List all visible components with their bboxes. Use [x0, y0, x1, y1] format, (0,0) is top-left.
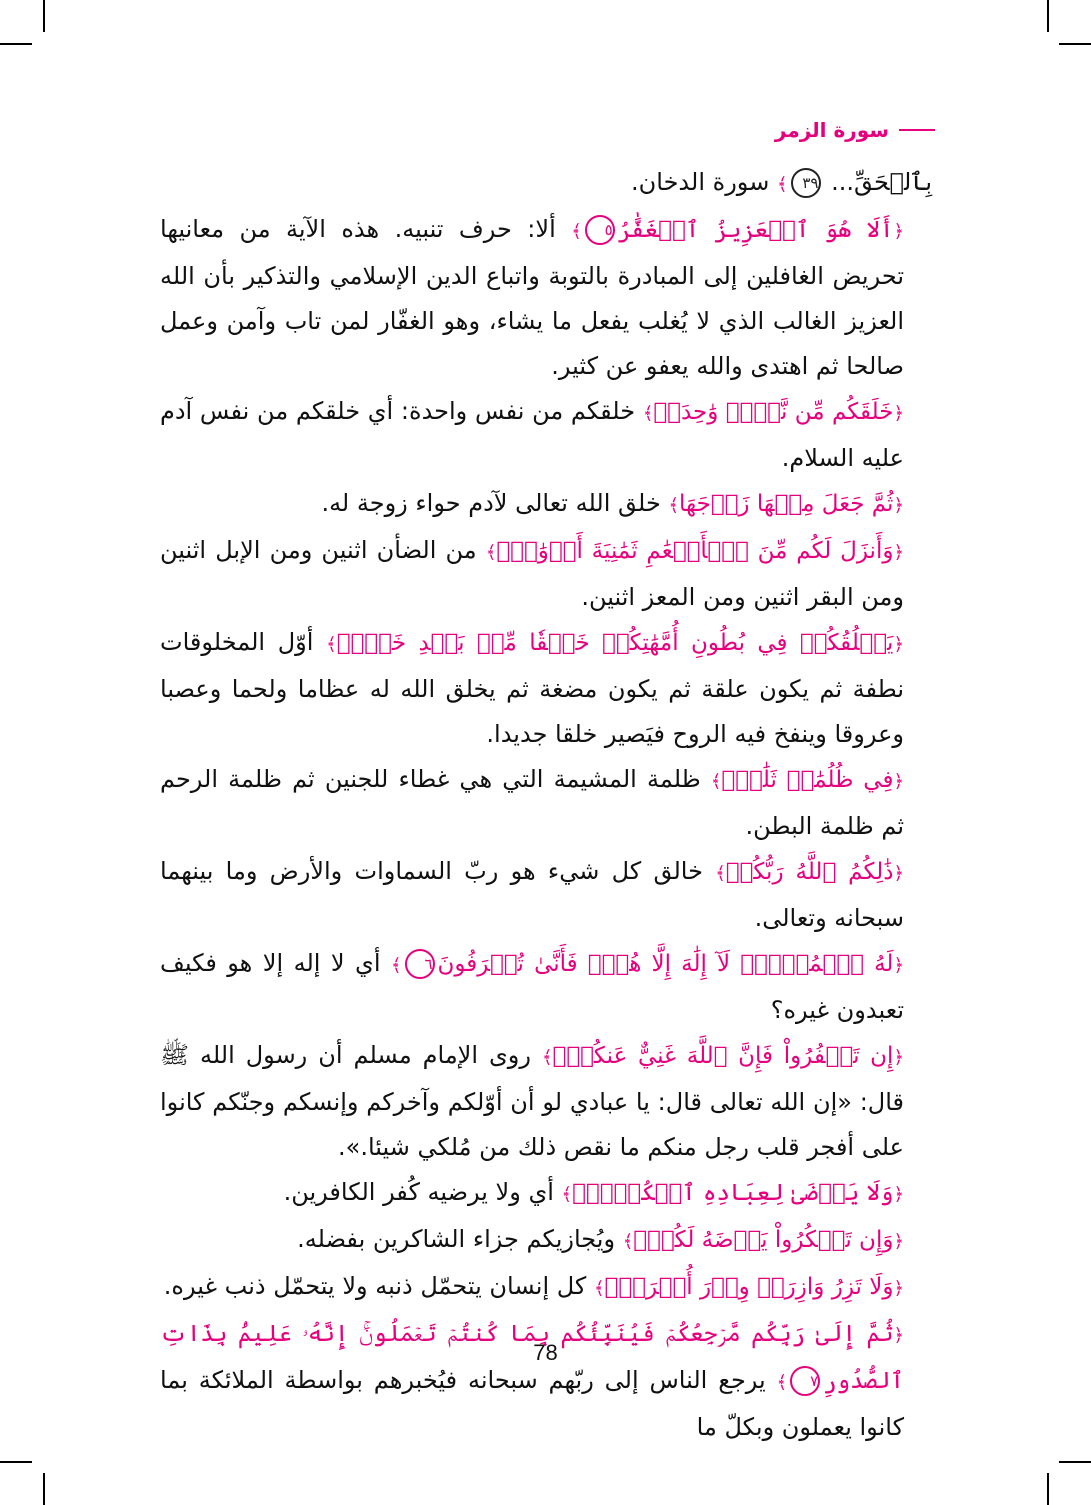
paragraph-7 — [160, 849, 932, 941]
header-rule — [899, 129, 935, 131]
bracket-open-icon: ﴿ — [893, 1325, 904, 1346]
quran-verse: وَلَا تَزِرُ وَازِرَةٞ وِزۡرَ أُخۡرَىٰۗ — [604, 1274, 894, 1300]
bracket-open-icon: ﴿ — [893, 1278, 904, 1299]
ayah-number-badge: ٣٩ — [791, 168, 821, 198]
ayah-number-badge: ٥ — [585, 215, 615, 245]
crop-mark-top-right-horizontal — [1059, 43, 1091, 45]
paragraph-text: أوّل المخلوقات نطفة ثم يكون علقة ثم يكون مضغة ثم يخلق الله له عظاما ولحما وعصبا وعروقا وينفخ فيه الروح فيَصير خلقا جديدا. — [160, 628, 904, 748]
paragraph-5 — [160, 620, 932, 757]
crop-mark-top-left-vertical — [43, 0, 45, 32]
paragraph-2 — [160, 389, 932, 481]
verse-lead: بِٱلۡحَقِّ... — [831, 168, 932, 196]
paragraph-text: أي ولا يرضيه كُفر الكافرين. — [283, 1178, 554, 1206]
crop-mark-bottom-right-horizontal — [1059, 1461, 1091, 1463]
crop-mark-top-left-horizontal — [0, 43, 32, 45]
commentary-body — [160, 160, 932, 1450]
paragraph-4 — [160, 528, 932, 620]
bracket-open-icon: ﴿ — [893, 863, 904, 884]
paragraph-6 — [160, 757, 932, 849]
quran-verse: يَخۡلُقُكُمۡ فِي بُطُونِ أُمَّهَٰتِكُمۡ خَلۡقٗا مِّنۢ بَعۡدِ خَلۡقٖ — [336, 630, 894, 656]
paragraph-13 — [160, 1311, 932, 1450]
paragraph-1 — [160, 207, 932, 389]
paragraph-3 — [160, 481, 932, 528]
bracket-open-icon: ﴿ — [893, 1231, 904, 1252]
paragraph-text: خالق كل شيء هو ربّ السماوات والأرض وما بينهما سبحانه وتعالى. — [160, 857, 904, 932]
quran-verse: وَإِن تَشۡكُرُواْ يَرۡضَهُ لَكُمۡۗ — [633, 1227, 894, 1253]
bracket-open-icon: ﴿ — [893, 1047, 904, 1068]
paragraph-text: من الضأن اثنين ومن الإبل اثنين ومن البقر اثنين ومن المعز اثنين. — [160, 536, 904, 611]
quran-verse: وَلَا يَرۡضَىٰ لِعِبَادِهِ ٱلۡكُفۡرَۖ — [572, 1180, 894, 1206]
ayah-number-badge: ٦ — [405, 949, 435, 979]
quran-verse: وَأَنزَلَ لَكُم مِّنَ ٱلۡأَنۡعَٰمِ ثَمَٰنِيَةَ أَزۡوَٰجٖۚ — [496, 538, 894, 564]
quran-verse: خَلَقَكُم مِّن نَّفۡسٖ وَٰحِدَةٖ — [653, 399, 894, 425]
paragraph-text: سورة الدخان. — [631, 168, 770, 196]
quran-verse: لَهُ ٱلۡمُلۡكُۖ لَآ إِلَٰهَ إِلَّا هُوَۖ فَأَنَّىٰ تُصۡرَفُونَ — [437, 951, 894, 977]
quran-verse: ثُمَّ جَعَلَ مِنۡهَا زَوۡجَهَا — [679, 491, 894, 517]
surah-title: سورة الزمر — [774, 118, 889, 142]
ayah-number-badge: ٧ — [790, 1366, 820, 1396]
crop-mark-top-right-vertical — [1047, 0, 1049, 32]
bracket-close-icon: ﴾ — [776, 174, 788, 195]
bracket-open-icon: ﴿ — [893, 1184, 904, 1205]
bracket-open-icon: ﴿ — [893, 771, 904, 792]
bracket-close-icon: ﴾ — [561, 1184, 573, 1205]
paragraph-10 — [160, 1170, 932, 1217]
paragraph-text: كل إنسان يتحمّل ذنبه ولا يتحمّل ذنب غيره. — [163, 1272, 587, 1300]
paragraph-text: يرجع الناس إلى ربّهم سبحانه فيُخبرهم بواسطة الملائكة بما كانوا يعملون وبكلّ ما — [160, 1366, 904, 1441]
quran-verse: ثُمَّ إِلَىٰ رَبِّكُم مَّرۡجِعُكُمۡ فَيُنَبِّئُكُم بِمَا كُنتُمۡ تَعۡمَلُونَۚ إِنَّهُۥ عَلِيمُۢ بِذَاتِ ٱلصُّدُورِ — [160, 1321, 904, 1394]
paragraph-12 — [160, 1264, 932, 1311]
bracket-close-icon: ﴾ — [594, 1278, 605, 1299]
paragraph-text: روى الإمام مسلم أن رسول الله ﷺ قال: «إن الله تعالى قال: يا عبادي لو أن أوّلكم وآخركم وإنسكم وجنّكم كانوا على أفجر قلب رجل منكم ما نقص ذلك من مُلكي شيئا.». — [160, 1041, 904, 1161]
crop-mark-bottom-left-horizontal — [0, 1461, 32, 1463]
quran-verse: أَلَا هُوَ ٱلۡعَزِيزُ ٱلۡغَفَّٰرُ — [617, 217, 894, 243]
bracket-open-icon: ﴿ — [893, 221, 904, 242]
quran-verse: فِي ظُلُمَٰتٖ ثَلَٰثٖۚ — [721, 767, 894, 793]
bracket-close-icon: ﴾ — [622, 1231, 634, 1252]
bracket-close-icon: ﴾ — [541, 1047, 553, 1068]
bracket-close-icon: ﴾ — [571, 221, 582, 242]
paragraph-text: ويُجازيكم جزاء الشاكرين بفضله. — [297, 1225, 616, 1253]
bracket-close-icon: ﴾ — [776, 1372, 788, 1393]
paragraph-8 — [160, 941, 932, 1033]
quran-verse: ذَٰلِكُمُ ٱللَّهُ رَبُّكُمۡ — [725, 859, 894, 885]
bracket-close-icon: ﴾ — [326, 634, 337, 655]
bracket-close-icon: ﴾ — [710, 771, 722, 792]
crop-mark-bottom-left-vertical — [43, 1473, 45, 1505]
paragraph-text: ألا: حرف تنبيه. هذه الآية من معانيها تحريض الغافلين إلى المبادرة بالتوبة واتباع الدين الإسلامي والتذكير بأن الله العزيز الغالب الذي لا يُغلب يفعل ما يشاء، وهو الغفّار لمن تاب وآمن وعمل صالحا ثم اهتدى والله يعفو عن كثير. — [160, 215, 904, 380]
bracket-open-icon: ﴿ — [893, 495, 904, 516]
bracket-open-icon: ﴿ — [893, 955, 904, 976]
paragraph-9 — [160, 1033, 932, 1170]
crop-mark-bottom-right-vertical — [1047, 1473, 1049, 1505]
paragraph-text: خلق الله تعالى لآدم حواء زوجة له. — [321, 489, 661, 517]
paragraph-0 — [160, 160, 932, 207]
paragraph-text: ظلمة المشيمة التي هي غطاء للجنين ثم ظلمة الرحم ثم ظلمة البطن. — [160, 765, 904, 840]
bracket-close-icon: ﴾ — [668, 495, 679, 516]
page-number: 78 — [533, 1340, 558, 1365]
paragraph-11 — [160, 1217, 932, 1264]
bracket-close-icon: ﴾ — [715, 863, 726, 884]
bracket-open-icon: ﴿ — [893, 403, 904, 424]
quran-verse: إِن تَكۡفُرُواْ فَإِنَّ ٱللَّهَ غَنِيٌّ عَنكُمۡۖ — [552, 1043, 894, 1069]
paragraph-text: خلقكم من نفس واحدة: أي خلقكم من نفس آدم عليه السلام. — [160, 397, 904, 472]
bracket-open-icon: ﴿ — [893, 634, 904, 655]
paragraph-text: أي لا إله إلا هو فكيف تعبدون غيره؟ — [160, 949, 904, 1024]
bracket-close-icon: ﴾ — [485, 542, 497, 563]
bracket-close-icon: ﴾ — [390, 955, 402, 976]
bracket-close-icon: ﴾ — [642, 403, 654, 424]
bracket-open-icon: ﴿ — [893, 542, 904, 563]
running-header — [760, 112, 935, 148]
